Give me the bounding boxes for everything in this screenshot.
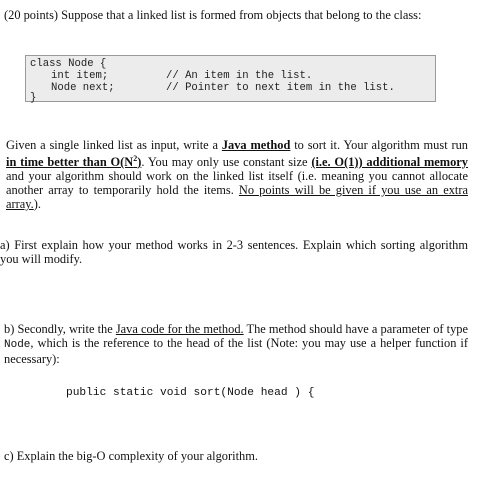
- node-type-inline: Node: [4, 339, 31, 351]
- part-c-text: c) Explain the big-O complexity of your algorithm.: [4, 449, 258, 463]
- time-better-text: in time better than O(N: [6, 155, 134, 170]
- main-text-3: . You may only use constant size: [141, 155, 312, 170]
- main-text-5: ).: [33, 197, 41, 212]
- code-line-item: int item;: [51, 70, 109, 82]
- part-b-text-2: The method should have a parameter of type: [243, 322, 468, 336]
- part-c-question: [4, 449, 486, 463]
- part-b-text-1: b) Secondly, write the: [4, 322, 116, 336]
- java-method-emphasis: Java method: [221, 138, 291, 152]
- points-label: (20 points): [4, 8, 59, 22]
- question-main-paragraph: [6, 138, 468, 211]
- code-line-class: class Node {: [30, 58, 107, 70]
- main-text-4: and your algorithm should work on the linked list itself (i.e. meaning you cannot allocate another array to temporarily hold the items.: [6, 169, 468, 198]
- no-points-warning: No points will be given if you use an extra array.: [6, 183, 468, 212]
- code-comment-next: // Pointer to next item in the list.: [166, 82, 395, 94]
- superscript-2: 2: [133, 154, 138, 163]
- main-text-1: Given a single linked list as input, write a: [6, 138, 222, 152]
- part-b-question: [4, 322, 468, 366]
- code-comment-item: // An item in the list.: [166, 70, 313, 82]
- intro-text: Suppose that a linked list is formed from objects that belong to the class:: [58, 8, 422, 22]
- code-line-close: }: [30, 92, 37, 104]
- question-intro: [4, 8, 468, 22]
- code-line-next: Node next;: [51, 82, 115, 94]
- close-paren: ): [137, 155, 142, 170]
- java-code-emphasis: Java code for the method.: [115, 322, 244, 336]
- part-a-text: a) First explain how your method works in 2-3 sentences. Explain which sorting algorithm you will modify.: [0, 238, 468, 266]
- time-constraint-emphasis: [6, 155, 141, 169]
- part-b-text-3: , which is the reference to the head of the list (Note: you may use a helper function if necessary):: [4, 336, 468, 366]
- main-text-2: to sort it. Your algorithm must run: [290, 138, 468, 152]
- method-signature: public static void sort(Node head ) {: [66, 387, 315, 399]
- memory-constraint-emphasis: (i.e. O(1)) additional memory: [311, 155, 468, 170]
- part-a-question: [0, 238, 468, 266]
- code-snippet-box: [25, 55, 436, 102]
